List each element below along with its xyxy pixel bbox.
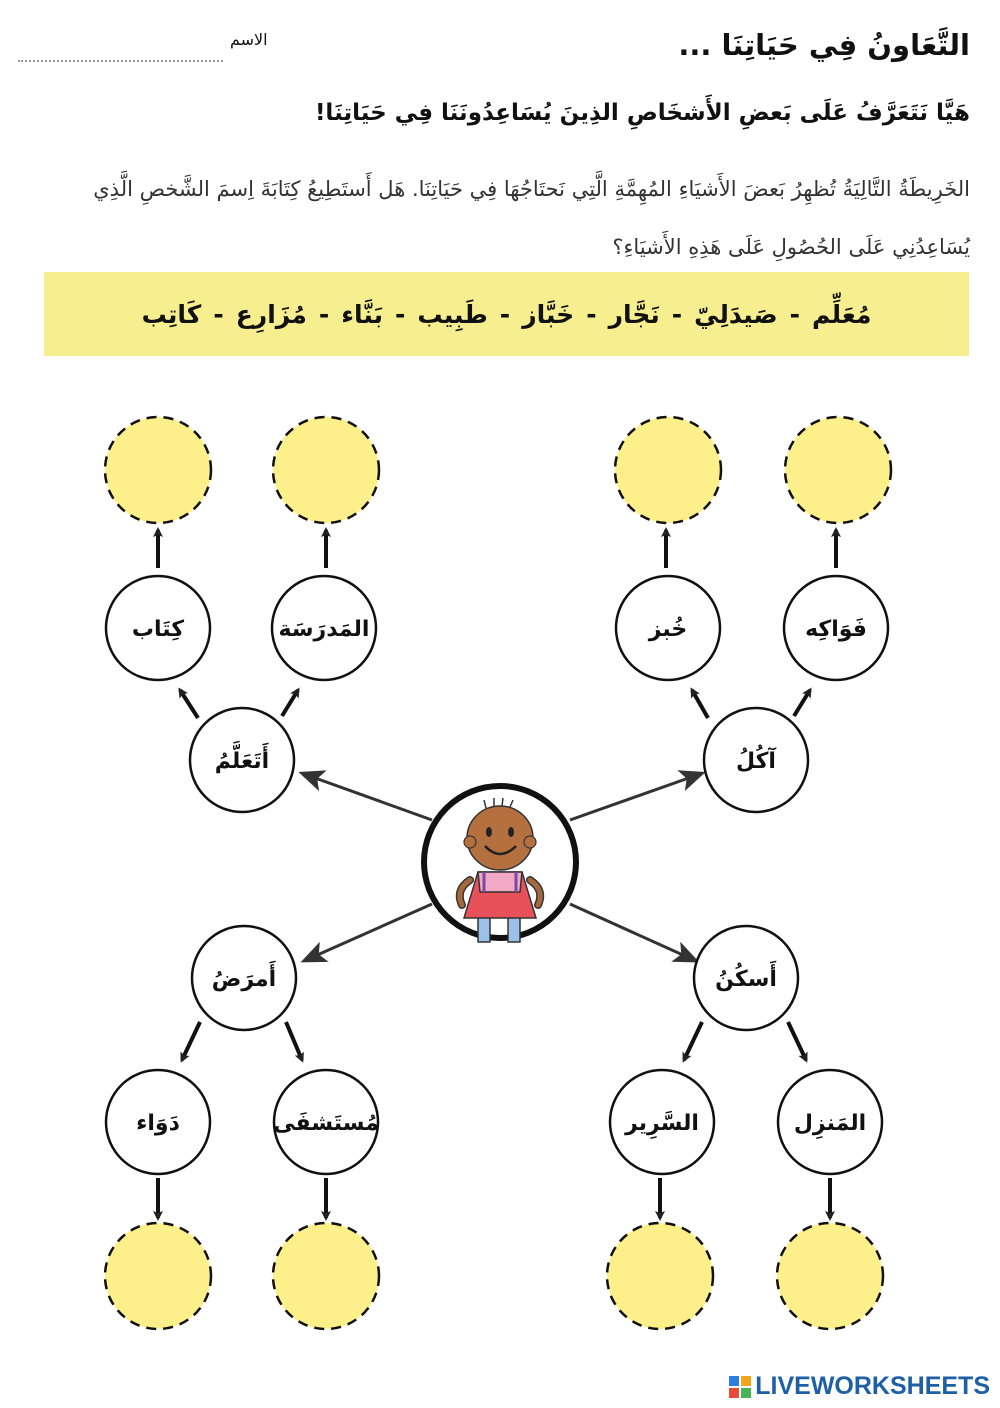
arrow — [692, 690, 708, 718]
arrow-to-sick — [306, 904, 432, 960]
word-separator: - — [586, 299, 597, 329]
logo-icon — [729, 1376, 751, 1398]
answer-input-school[interactable] — [286, 456, 370, 486]
center-node — [424, 786, 576, 942]
answer-input-bed[interactable] — [620, 1262, 704, 1292]
word-separator: - — [394, 299, 406, 329]
answer-input-fruit[interactable] — [798, 456, 882, 486]
instructions-text: الخَرِيطَةُ التَّالِيَةُ تُظهِرُ بَعضَ الأَشيَاءِ المُهِمَّةِ الَّتِي نَحتَاجُهَا فِي حَيَاتِنَا. هَل أَستَطِيعُ كِتَابَةَ اِسمَ الشَّخصِ الَّذِي يُسَاعِدُنِي عَلَى الحُصُولِ عَلَى هَذِهِ الأَشيَاءِ؟ — [93, 177, 970, 259]
word-bank-word: مُعَلِّم — [812, 299, 872, 329]
word-bank-word: مُزَارِع — [235, 299, 307, 329]
word-bank-word: طَبِيب — [417, 299, 488, 329]
name-label: الاسم — [230, 30, 268, 49]
liveworksheets-logo — [729, 1372, 990, 1401]
node-label: المَدرَسَة — [278, 617, 370, 642]
arrow — [180, 690, 198, 718]
answer-input-house[interactable] — [790, 1262, 874, 1292]
arrow — [684, 1022, 702, 1060]
answer-input-book[interactable] — [118, 456, 202, 486]
answer-input-bread[interactable] — [628, 456, 712, 486]
worksheet-subtitle: هَيَّا نَتَعَرَّفُ عَلَى بَعضِ الأَشخَاصِ الذِينَ يُسَاعِدُونَنَا فِي حَيَاتِنَا! — [314, 100, 970, 126]
answer-input-medicine[interactable] — [118, 1262, 202, 1292]
word-bank-word: نَجَّار — [608, 299, 660, 329]
word-bank-word: خَبَّاز — [522, 299, 575, 329]
node-label: مُستَشفَى — [273, 1111, 379, 1136]
word-bank-word: بَنَّاء — [341, 299, 383, 329]
arrow — [282, 690, 298, 716]
arrow — [286, 1022, 302, 1060]
arrow — [794, 690, 810, 716]
word-separator: - — [499, 299, 511, 329]
node-label: دَوَاء — [136, 1111, 180, 1136]
node-label: أَتَعَلَّمُ — [214, 749, 270, 774]
worksheet-title: التَّعَاونُ فِي حَيَاتِنَا ... — [678, 28, 970, 62]
word-separator: - — [789, 299, 801, 329]
arrow — [182, 1022, 200, 1060]
node-label: أَسكُنُ — [715, 967, 777, 992]
node-label: آكُلُ — [736, 749, 776, 774]
node-label: فَوَاكِه — [805, 617, 867, 642]
node-label: خُبز — [648, 617, 688, 642]
arrow — [788, 1022, 806, 1060]
arrow-to-live — [570, 904, 694, 960]
node-label: السَّرِير — [625, 1111, 699, 1136]
arrow-to-eat — [570, 774, 700, 820]
word-separator: - — [318, 299, 330, 329]
node-label: أَمرَضُ — [211, 967, 277, 992]
word-separator: - — [213, 299, 224, 329]
word-bank-word: صَيدَلِيّ — [694, 299, 778, 329]
arrow-to-learn — [304, 774, 432, 820]
answer-input-hospital[interactable] — [286, 1262, 370, 1292]
logo-text: LIVEWORKSHEETS — [755, 1372, 990, 1400]
word-separator: - — [671, 299, 683, 329]
node-label: كِتَاب — [131, 617, 185, 642]
word-bank-word: كَاتِب — [141, 299, 202, 329]
node-label: المَنزِل — [793, 1111, 867, 1136]
